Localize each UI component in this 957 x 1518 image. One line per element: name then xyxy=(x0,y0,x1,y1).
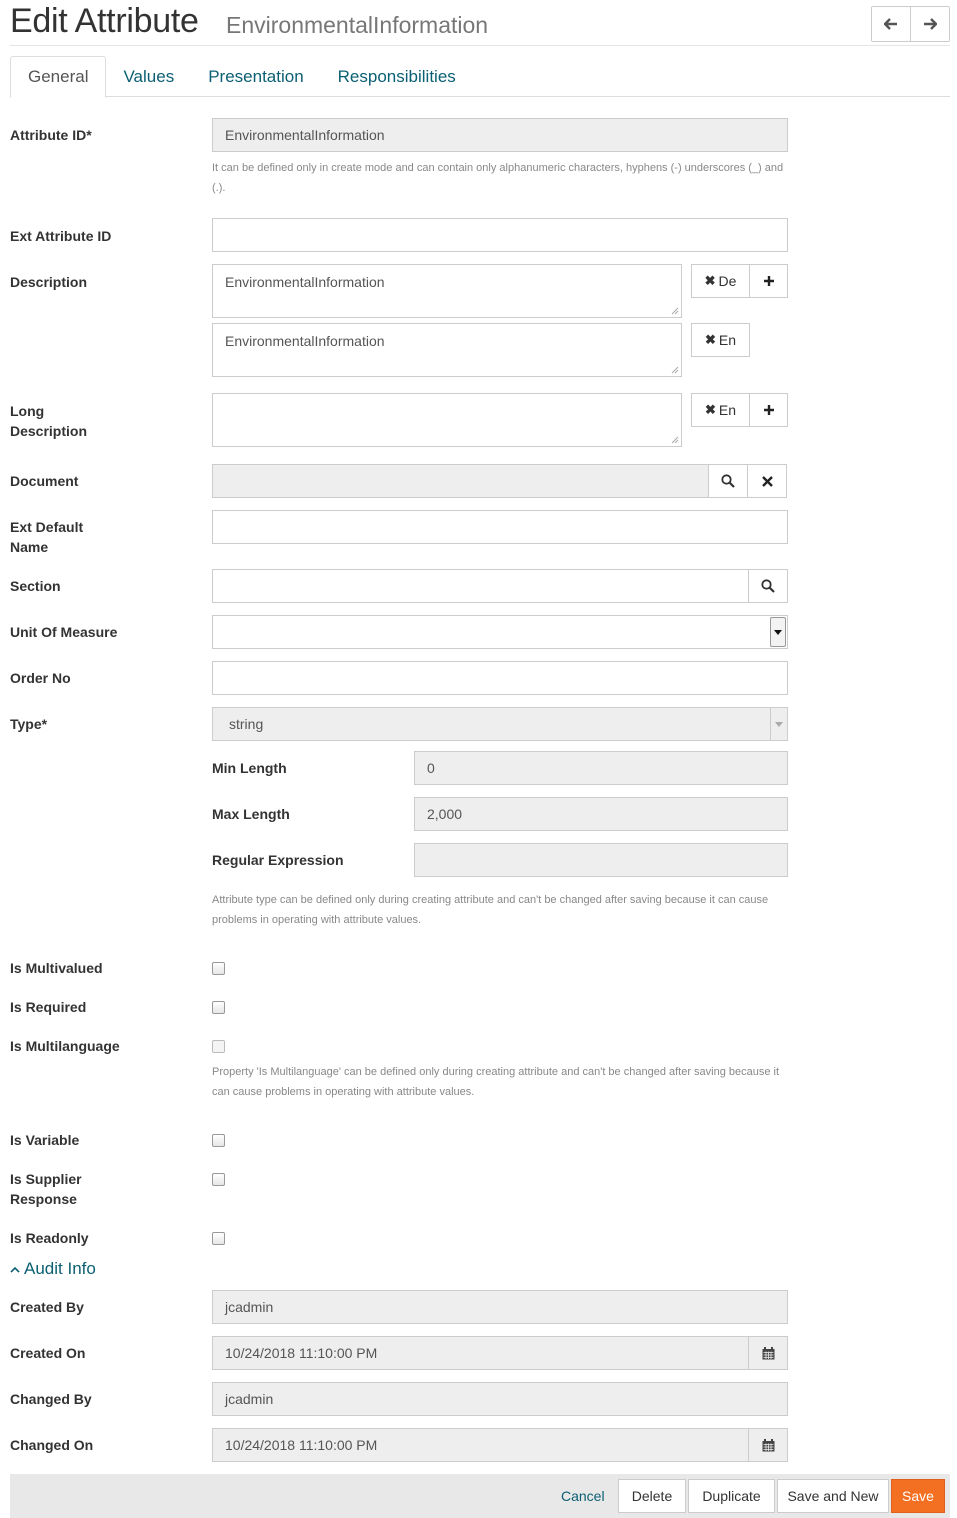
resize-grip-icon xyxy=(671,307,679,315)
created-on-field-group xyxy=(212,1336,788,1370)
long-description-label-line2: Description xyxy=(10,423,88,439)
long-description-label xyxy=(10,401,87,441)
cancel-button[interactable]: Cancel xyxy=(561,1488,605,1504)
changed-by-label: Changed By xyxy=(10,1391,92,1407)
section-input[interactable] xyxy=(212,569,749,603)
regular-expression-input[interactable] xyxy=(414,843,788,877)
order-no-label: Order No xyxy=(10,670,71,686)
unit-of-measure-select[interactable] xyxy=(212,615,788,649)
type-value: string xyxy=(229,716,264,732)
max-length-input[interactable]: 2,000 xyxy=(414,797,788,831)
order-no-input[interactable] xyxy=(212,661,788,695)
changed-on-label: Changed On xyxy=(10,1437,94,1453)
calendar-icon xyxy=(762,1439,775,1452)
plus-icon xyxy=(763,275,775,287)
remove-language-de-button[interactable] xyxy=(691,264,750,298)
chevron-down-icon xyxy=(775,722,783,727)
ext-default-name-input[interactable] xyxy=(212,510,788,544)
tab-presentation[interactable]: Presentation xyxy=(208,66,304,86)
delete-button[interactable]: Delete xyxy=(618,1479,686,1513)
is-readonly-checkbox[interactable] xyxy=(212,1232,225,1245)
long-description-textarea[interactable] xyxy=(212,393,682,447)
language-de-label: De xyxy=(718,273,737,289)
is-supplier-response-checkbox[interactable] xyxy=(212,1173,225,1186)
created-on-calendar-button[interactable] xyxy=(749,1336,788,1370)
ext-default-name-label-line1: Ext Default xyxy=(10,519,84,535)
audit-info-toggle[interactable] xyxy=(10,1259,96,1279)
document-search-button[interactable] xyxy=(709,464,748,498)
created-on-label: Created On xyxy=(10,1345,86,1361)
section-search-button[interactable] xyxy=(749,569,788,603)
is-multilanguage-label: Is Multilanguage xyxy=(10,1038,120,1054)
is-supplier-response-label-line2: Response xyxy=(10,1191,77,1207)
description-label: Description xyxy=(10,274,88,290)
resize-grip-icon xyxy=(671,436,679,444)
close-icon: ✖ xyxy=(704,273,716,288)
description-de-text: EnvironmentalInformation xyxy=(225,274,385,290)
tab-bar xyxy=(10,56,950,97)
created-on-input[interactable]: 10/24/2018 11:10:00 PM xyxy=(212,1336,749,1370)
is-required-checkbox[interactable] xyxy=(212,1001,225,1014)
ext-attribute-id-input[interactable] xyxy=(212,218,788,252)
dropdown-arrow[interactable] xyxy=(770,617,786,647)
chevron-up-icon xyxy=(10,1266,20,1273)
ext-attribute-id-label: Ext Attribute ID xyxy=(10,228,112,244)
page-subtitle: EnvironmentalInformation xyxy=(226,12,489,38)
arrow-right-icon xyxy=(923,18,937,30)
is-multivalued-checkbox[interactable] xyxy=(212,962,225,975)
min-length-label: Min Length xyxy=(212,760,287,776)
description-de-actions xyxy=(691,264,788,298)
description-de-textarea[interactable] xyxy=(212,264,682,318)
document-input[interactable] xyxy=(212,464,709,498)
changed-by-input[interactable]: jcadmin xyxy=(212,1382,788,1416)
close-icon: ✖ xyxy=(704,332,716,347)
ext-default-name-label xyxy=(10,517,83,557)
arrow-left-icon xyxy=(884,18,898,30)
changed-on-calendar-button[interactable] xyxy=(749,1428,788,1462)
save-button[interactable]: Save xyxy=(891,1479,945,1513)
type-dropdown-arrow[interactable] xyxy=(770,708,787,740)
description-en-text: EnvironmentalInformation xyxy=(225,333,385,349)
tab-general[interactable]: General xyxy=(10,56,106,98)
attribute-id-label: Attribute ID* xyxy=(10,127,92,143)
is-supplier-response-label xyxy=(10,1169,82,1209)
is-variable-label: Is Variable xyxy=(10,1132,80,1148)
save-and-new-button[interactable]: Save and New xyxy=(777,1479,889,1513)
changed-on-field-group xyxy=(212,1428,788,1462)
is-multilanguage-help: Property 'Is Multilanguage' can be defined only during creating attribute and can't be changed after saving because it can cause problems in operating with attribute values. xyxy=(212,1066,780,1098)
created-by-label: Created By xyxy=(10,1299,84,1315)
tab-responsibilities[interactable]: Responsibilities xyxy=(337,66,456,86)
created-by-input[interactable]: jcadmin xyxy=(212,1290,788,1324)
is-multivalued-label: Is Multivalued xyxy=(10,960,103,976)
long-description-language-label: En xyxy=(718,402,737,418)
page-title: Edit Attribute xyxy=(10,2,199,40)
chevron-down-icon xyxy=(774,630,782,635)
resize-grip-icon xyxy=(671,366,679,374)
ext-default-name-label-line2: Name xyxy=(10,539,49,555)
close-icon xyxy=(762,476,773,487)
is-required-label: Is Required xyxy=(10,999,87,1015)
is-variable-checkbox[interactable] xyxy=(212,1134,225,1147)
calendar-icon xyxy=(762,1347,775,1360)
plus-icon xyxy=(763,404,775,416)
type-label: Type* xyxy=(10,716,48,732)
type-select[interactable] xyxy=(212,707,788,741)
remove-long-description-en-button[interactable] xyxy=(691,393,750,427)
is-readonly-label: Is Readonly xyxy=(10,1230,89,1246)
regular-expression-label: Regular Expression xyxy=(212,852,344,868)
section-label: Section xyxy=(10,578,61,594)
previous-record-button[interactable] xyxy=(872,7,910,41)
min-length-input[interactable]: 0 xyxy=(414,751,788,785)
close-icon: ✖ xyxy=(704,402,716,417)
audit-info-label: Audit Info xyxy=(24,1259,96,1278)
document-clear-button[interactable] xyxy=(748,464,787,498)
unit-of-measure-label: Unit Of Measure xyxy=(10,624,118,640)
tab-values[interactable]: Values xyxy=(123,66,175,86)
document-label: Document xyxy=(10,473,79,489)
description-en-textarea[interactable] xyxy=(212,323,682,377)
max-length-label: Max Length xyxy=(212,806,290,822)
is-multilanguage-checkbox[interactable] xyxy=(212,1040,225,1053)
header-divider xyxy=(10,45,950,46)
attribute-id-input[interactable]: EnvironmentalInformation xyxy=(212,118,788,152)
next-record-button[interactable] xyxy=(910,7,949,41)
duplicate-button[interactable]: Duplicate xyxy=(688,1479,775,1513)
search-icon xyxy=(721,474,735,488)
section-field-group xyxy=(212,569,788,603)
long-description-actions xyxy=(691,393,788,427)
long-description-label-line1: Long xyxy=(10,403,45,419)
type-help: Attribute type can be defined only during creating attribute and can't be changed after saving because it can cause problems in operating with attribute values. xyxy=(212,894,769,926)
add-description-language-button[interactable] xyxy=(750,264,788,298)
document-field-group xyxy=(212,464,787,498)
search-icon xyxy=(761,579,775,593)
add-long-description-language-button[interactable] xyxy=(750,393,788,427)
language-en-label: En xyxy=(718,332,737,348)
attribute-id-help: It can be defined only in create mode and can contain only alphanumeric characters, hyphens (-) underscores (_) and (.). xyxy=(212,162,784,194)
record-navigation xyxy=(871,6,950,42)
remove-language-en-button[interactable] xyxy=(691,323,750,357)
is-supplier-response-label-line1: Is Supplier xyxy=(10,1171,82,1187)
changed-on-input[interactable]: 10/24/2018 11:10:00 PM xyxy=(212,1428,749,1462)
